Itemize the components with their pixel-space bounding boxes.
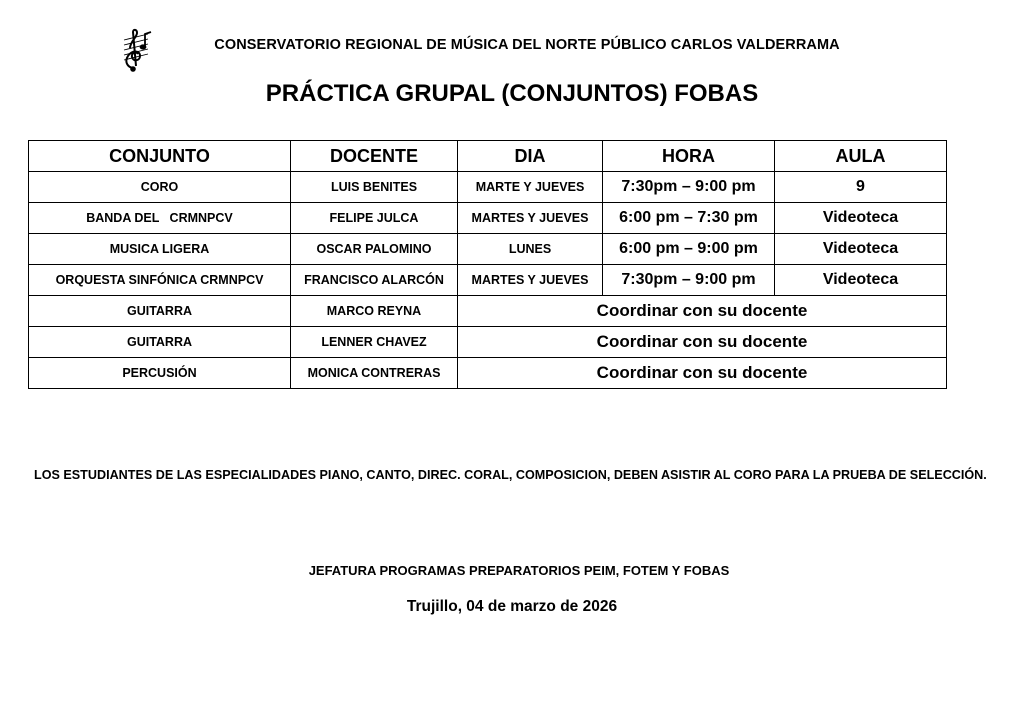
table-row [29,296,947,327]
dia-cell: MARTES Y JUEVES [458,203,603,234]
document-date: Trujillo, 04 de marzo de 2026 [406,598,618,615]
coordinate-note-cell: Coordinar con su docente [458,327,947,358]
coordinate-note-cell: Coordinar con su docente [458,296,947,327]
column-header-dia: DIA [458,141,603,172]
aula-cell: 9 [775,172,947,203]
docente-cell: MONICA CONTRERAS [291,358,458,389]
docente-cell: LUIS BENITES [291,172,458,203]
hora-cell: 6:00 pm – 7:30 pm [603,203,775,234]
table-header-row [29,141,947,172]
conjunto-cell: ORQUESTA SINFÓNICA CRMNPCV [29,265,291,296]
conjunto-cell: MUSICA LIGERA [29,234,291,265]
coordinate-note-cell: Coordinar con su docente [458,358,947,389]
table-row [29,203,947,234]
table-row [29,265,947,296]
table-row [29,234,947,265]
conjunto-cell: GUITARRA [29,296,291,327]
table-row [29,358,947,389]
hora-cell: 6:00 pm – 9:00 pm [603,234,775,265]
docente-cell: MARCO REYNA [291,296,458,327]
conjunto-cell: BANDA DEL CRMNPCV [29,203,291,234]
selection-note: LOS ESTUDIANTES DE LAS ESPECIALIDADES PIANO, CANTO, DIREC. CORAL, COMPOSICION, DEBEN ASISTIR AL CORO PARA LA PRUEBA DE SELECCIÓN. [34,468,987,482]
jefatura-signature: JEFATURA PROGRAMAS PREPARATORIOS PEIM, FOTEM Y FOBAS [308,563,730,578]
table-row [29,172,947,203]
dia-cell: LUNES [458,234,603,265]
hora-cell: 7:30pm – 9:00 pm [603,265,775,296]
schedule-table [28,140,947,389]
docente-cell: FELIPE JULCA [291,203,458,234]
aula-cell: Videoteca [775,203,947,234]
conjunto-cell: PERCUSIÓN [29,358,291,389]
column-header-conjunto: CONJUNTO [29,141,291,172]
column-header-hora: HORA [603,141,775,172]
conjunto-cell: GUITARRA [29,327,291,358]
hora-cell: 7:30pm – 9:00 pm [603,172,775,203]
page-title: PRÁCTICA GRUPAL (CONJUNTOS) FOBAS [265,80,759,107]
aula-cell: Videoteca [775,234,947,265]
aula-cell: Videoteca [775,265,947,296]
docente-cell: FRANCISCO ALARCÓN [291,265,458,296]
dia-cell: MARTE Y JUEVES [458,172,603,203]
dia-cell: MARTES Y JUEVES [458,265,603,296]
table-row [29,327,947,358]
docente-cell: OSCAR PALOMINO [291,234,458,265]
docente-cell: LENNER CHAVEZ [291,327,458,358]
column-header-aula: AULA [775,141,947,172]
conjunto-cell: CORO [29,172,291,203]
column-header-docente: DOCENTE [291,141,458,172]
institution-name: CONSERVATORIO REGIONAL DE MÚSICA DEL NORTE PÚBLICO CARLOS VALDERRAMA [214,37,840,53]
